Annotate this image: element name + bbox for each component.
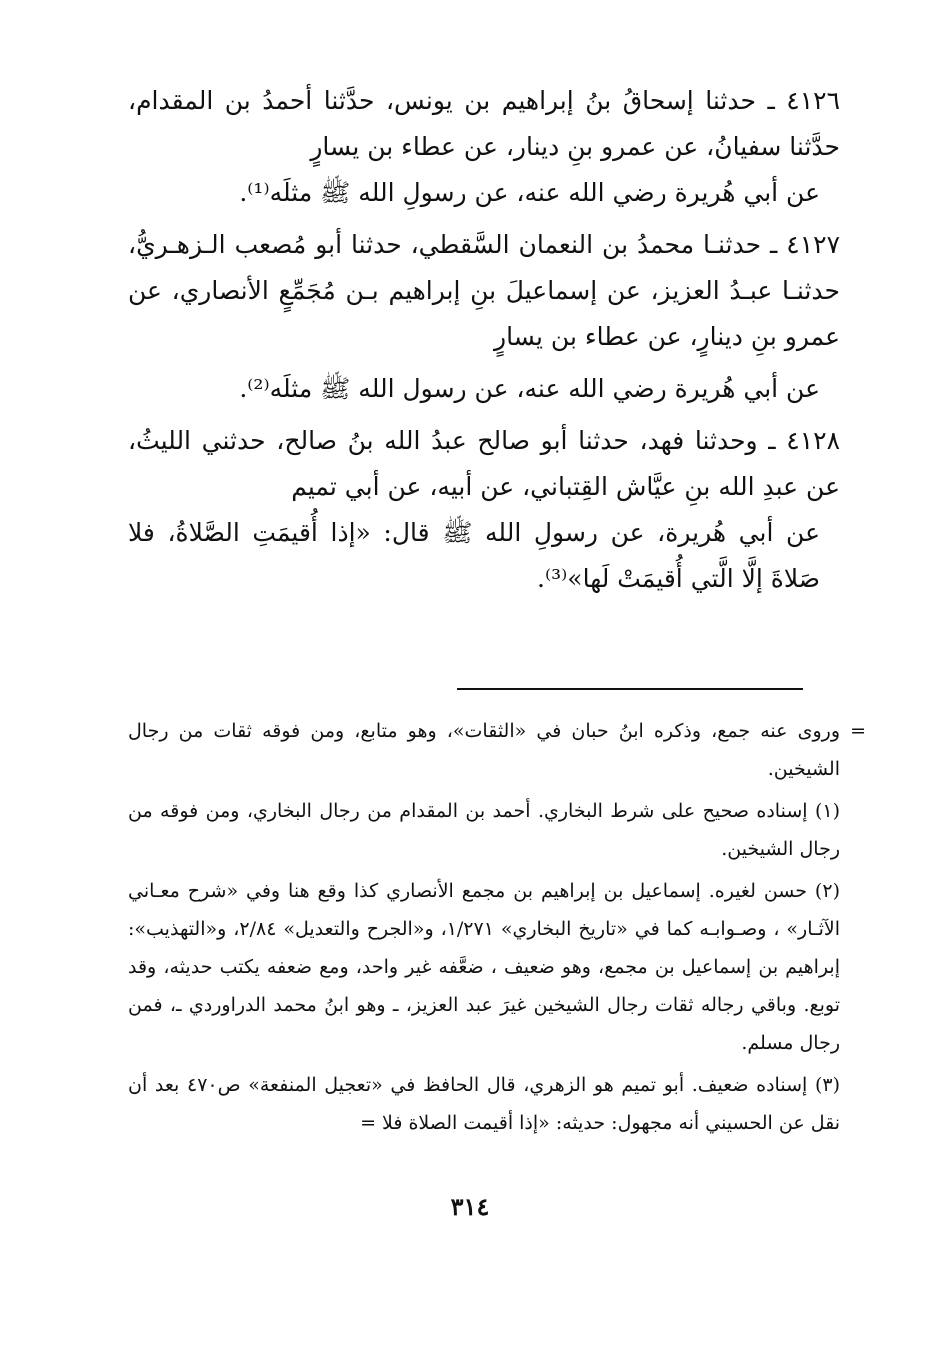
footnote-continuation — [128, 712, 866, 788]
hadith-4128-isnad: ٤١٢٨ ـ وحدثنا فهد، حدثنا أبو صالح عبدُ الله بنُ صالح، حدثني الليثُ، عن عبدِ الله بنِ عيَّاش القِتباني، عن أبيه، عن أبي تميم — [128, 426, 840, 501]
hadith-4127-matn: عن أبي هُريرة رضي الله عنه، عن رسول الله ﷺ مثلَه⁽²⁾. — [239, 374, 820, 403]
footnote-separator — [457, 688, 803, 690]
hadith-4126-isnad: ٤١٢٦ ـ حدثنا إسحاقُ بنُ إبراهيم بن يونس، حدَّثنا أحمدُ بن المقدام، حدَّثنا سفيانُ، عن عمرو بنِ دينار، عن عطاء بن يسارٍ — [128, 86, 840, 161]
footnote-1: (١) إسناده صحيح على شرط البخاري. أحمد بن المقدام من رجال البخاري، ومن فوقه من رجال الشيخين. — [128, 800, 840, 860]
page-number: ٣١٤ — [450, 1192, 490, 1221]
footnote-2: (٢) حسن لغيره. إسماعيل بن إبراهيم بن مجمع الأنصاري كذا وقع هنا وفي «شرح معـاني الآثـار» ، وصـوابـه كما في «تاريخ البخاري» ١/٢٧١، و«الجرح والتعديل» ٢/٨٤، و«التهذيب»: إبراهيم بن إسماعيل بن مجمع، وهو ضعيف ، ضعَّفه غير واحد، ومع ضعفه يكتب حديثه، وقد توبع. وباقي رجاله ثقات رجال الشيخين غيرَ عبد العزيز، ـ وهو ابنُ محمد الدراوردي ـ، فمن رجال مسلم. — [128, 880, 840, 1054]
hadith-4127-isnad: ٤١٢٧ ـ حدثنـا محمدُ بن النعمان السَّقطي، حدثنا أبو مُصعب الـزهـريُّ، حدثنـا عبـدُ العزيز، عن إسماعيلَ بنِ إبراهيم بـن مُجَمِّعٍ الأنصاري، عن عمرو بنِ دينارٍ، عن عطاء بن يسارٍ — [128, 230, 840, 351]
hadith-4126-matn: عن أبي هُريرة رضي الله عنه، عن رسولِ الله ﷺ مثلَه⁽¹⁾. — [239, 178, 820, 207]
footnote-continuation-text: وروى عنه جمع، وذكره ابنُ حبان في «الثقات»، وهو متابع، ومن فوقه ثقات من رجال الشيخين. — [128, 720, 840, 780]
hadith-4128-matn: عن أبي هُريرة، عن رسولِ الله ﷺ قال: «إذا أُقيمَتِ الصَّلاةُ، فلا صَلاةَ إلَّا الَّتي أُقيمَتْ لَها»⁽³⁾. — [128, 518, 820, 593]
continuation-mark: = — [850, 720, 866, 742]
footnotes — [128, 712, 866, 1146]
main-text — [128, 78, 840, 602]
footnote-3: (٣) إسناده ضعيف. أبو تميم هو الزهري، قال الحافظ في «تعجيل المنفعة» ص٤٧٠ بعد أن نقل عن الحسيني أنه مجهول: حديثه: «إذا أقيمت الصلاة فلا = — [128, 1074, 840, 1134]
